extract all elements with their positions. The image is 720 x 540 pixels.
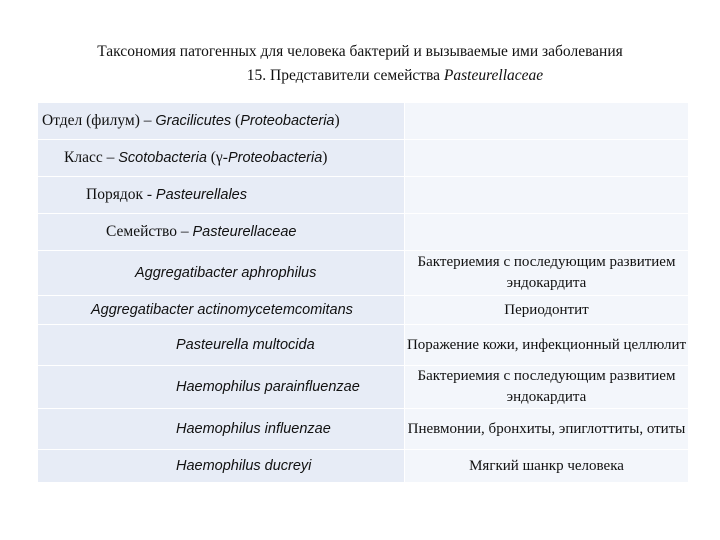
slide-title: [0, 40, 720, 88]
class-name: Scotobacteria: [118, 150, 207, 166]
phylum-end: ): [334, 112, 340, 129]
order-cell: [38, 177, 405, 214]
species-name: Aggregatibacter actinomycetemcomitans: [91, 302, 353, 318]
class-mid: (γ-: [206, 149, 228, 166]
family-label: [38, 223, 404, 241]
species-cell: [38, 450, 405, 483]
disease-text: Пневмонии, бронхиты, эпиглоттиты, отиты: [407, 420, 686, 437]
disease-cell: [405, 450, 689, 483]
class-end: ): [322, 149, 328, 166]
species-name: Aggregatibacter aphrophilus: [135, 265, 317, 281]
class-label: [38, 149, 404, 167]
class-prefix: Класс –: [64, 149, 119, 166]
species-cell: [38, 325, 405, 366]
family-name: Pasteurellaceae: [192, 224, 297, 240]
taxonomy-table: [37, 102, 689, 483]
class-cell: [38, 140, 405, 177]
family-cell: [38, 214, 405, 251]
row-order: [38, 177, 689, 214]
order-name: Pasteurellales: [155, 187, 247, 203]
title-line-2: [0, 64, 720, 88]
phylum-cell: [38, 103, 405, 140]
disease-text: Бактериемия с последующим развитием эндокардита: [417, 254, 676, 291]
row-phylum: [38, 103, 689, 140]
order-label: [38, 186, 404, 204]
phylum-prefix: Отдел (филум) –: [42, 112, 156, 129]
phylum-alt-name: Proteobacteria: [240, 113, 335, 129]
disease-text: Поражение кожи, инфекционный целлюлит: [406, 336, 687, 353]
disease-text: Периодонтит: [504, 301, 589, 318]
phylum-label: [38, 112, 404, 130]
disease-cell: [405, 409, 689, 450]
phylum-empty-cell: [405, 103, 689, 140]
family-empty-cell: [405, 214, 689, 251]
disease-cell: [405, 251, 689, 296]
species-cell: [38, 296, 405, 325]
species-row: [38, 450, 689, 483]
species-cell: [38, 366, 405, 409]
species-row: [38, 251, 689, 296]
disease-cell: [405, 366, 689, 409]
species-cell: [38, 409, 405, 450]
order-prefix: Порядок -: [86, 186, 156, 203]
phylum-name: Gracilicutes: [155, 113, 232, 129]
species-name: Pasteurella multocida: [176, 337, 315, 353]
title-family-name: Pasteurellaceae: [443, 67, 544, 84]
family-prefix: Семейство –: [106, 223, 193, 240]
species-row: [38, 366, 689, 409]
order-empty-cell: [405, 177, 689, 214]
class-empty-cell: [405, 140, 689, 177]
disease-text: Мягкий шанкр человека: [469, 457, 624, 474]
species-cell: [38, 251, 405, 296]
title-line-2-prefix: 15. Представители семейства: [246, 67, 444, 84]
disease-cell: [405, 296, 689, 325]
disease-text: Бактериемия с последующим развитием эндокардита: [417, 368, 676, 405]
disease-cell: [405, 325, 689, 366]
species-name: Haemophilus ducreyi: [176, 458, 312, 474]
phylum-mid: (: [231, 112, 241, 129]
row-class: [38, 140, 689, 177]
class-alt-name: Proteobacteria: [227, 150, 323, 166]
species-name: Haemophilus parainfluenzae: [176, 379, 360, 395]
species-row: [38, 296, 689, 325]
species-row: [38, 325, 689, 366]
species-name: Haemophilus influenzae: [176, 421, 331, 437]
title-line-1: Таксономия патогенных для человека бактерий и вызываемые ими заболевания: [97, 43, 623, 60]
species-row: [38, 409, 689, 450]
row-family: [38, 214, 689, 251]
